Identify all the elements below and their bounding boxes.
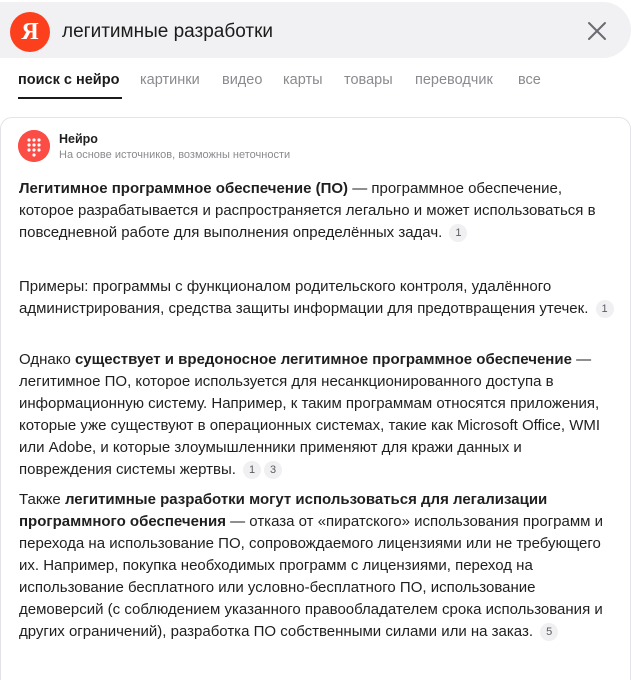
active-tab-indicator [18, 97, 122, 99]
tab-translator[interactable]: переводчик [415, 72, 493, 88]
tab-video[interactable]: видео [222, 72, 263, 88]
answer-paragraph-4 [19, 489, 617, 643]
highlight-text: существует и вредоносное легитимное программное обеспечение [74, 351, 572, 368]
tab-maps[interactable]: карты [283, 72, 323, 88]
source-ref[interactable]: 1 [243, 461, 261, 479]
paragraph-text: — легитимное ПО, которое используется для несанкционированного доступа в информационную систему. Например, к таким программам относятся приложения, которые уже существуют в операционных системах, такие как Microsoft Office, WMI или Adobe, и которые злоумышленники применяют для кражи данных и повреждения системы жертвы. [19, 351, 601, 478]
tab-images[interactable]: картинки [140, 72, 200, 88]
answer-paragraph-3 [19, 349, 617, 481]
neiro-icon [18, 130, 50, 162]
yandex-logo[interactable]: Я [10, 12, 50, 52]
neiro-disclaimer: На основе источников, возможны неточности [59, 149, 291, 161]
source-ref[interactable]: 1 [449, 224, 467, 242]
paragraph-text: Однако [19, 351, 75, 368]
answer-paragraph-2 [19, 276, 617, 320]
close-icon[interactable] [586, 20, 608, 42]
paragraph-text: Также [19, 491, 65, 508]
answer-paragraph-1 [19, 178, 617, 244]
paragraph-text: Примеры: программы с функционалом родительского контроля, удалённого администрирования, средства защиты информации для предотвращения утечек. [19, 278, 589, 317]
tab-goods[interactable]: товары [344, 72, 393, 88]
neiro-title: Нейро [59, 132, 98, 146]
highlight-text: Легитимное программное обеспечение (ПО) [19, 180, 349, 197]
source-ref[interactable]: 5 [540, 623, 558, 641]
search-bar [0, 2, 631, 58]
search-input[interactable] [62, 19, 562, 45]
tab-neiro-search[interactable]: поиск с нейро [18, 72, 120, 88]
paragraph-text: — отказа от «пиратского» использования программ и перехода на использование ПО, сопровождаемого лицензиями или не требующего их. Например, покупка необходимых программ с лицензиями, переход на использование бесплатного или условно-бесплатного ПО, использование демоверсий (с соблюдением указанного правообладателем срока использования и других ограничений), разработка ПО собственными силами или на заказ. [19, 513, 604, 640]
source-ref[interactable]: 3 [264, 461, 282, 479]
highlight-text: легитимные разработки могут использоваться для легализации программного обеспечения [19, 491, 548, 530]
source-ref[interactable]: 1 [596, 300, 614, 318]
neiro-answer-card [0, 117, 631, 680]
paragraph-text: — программное обеспечение, которое разрабатывается и распространяется легально и может использоваться в повседневной работе для выполнения определённых задач. [19, 180, 596, 241]
tab-all[interactable]: все [518, 72, 541, 88]
